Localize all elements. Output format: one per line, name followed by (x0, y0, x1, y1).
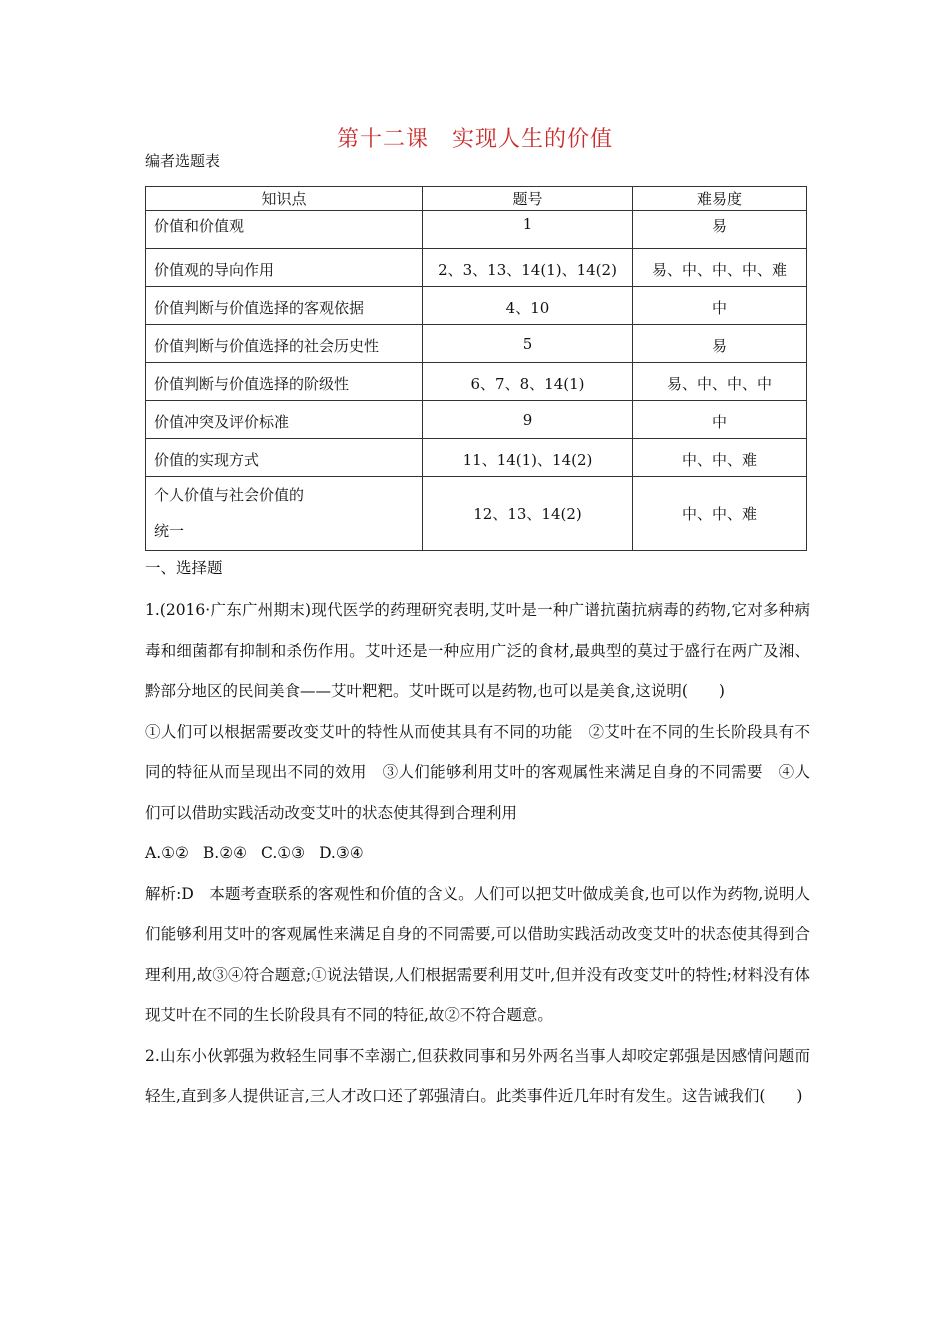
topic-cell: 价值冲突及评价标准 (146, 401, 423, 439)
difficulty-cell: 易、中、中、中、难 (633, 249, 807, 287)
questions-cell: 5 (423, 325, 633, 363)
questions-cell: 4、10 (423, 287, 633, 325)
difficulty-cell: 中、中、难 (633, 477, 807, 551)
difficulty-cell: 易 (633, 211, 807, 249)
topic-cell: 价值和价值观 (146, 211, 423, 249)
questions-section (145, 554, 810, 1117)
question-2-stem: 2.山东小伙郭强为救轻生同事不幸溺亡,但获救同事和另外两名当事人却咬定郭强是因感情问题而轻生,直到多人提供证言,三人才改口还了郭强清白。此类事件近几年时有发生。这告诫我们( ) (145, 1046, 810, 1105)
option-d: D.③④ (319, 844, 364, 862)
topic-cell: 价值判断与价值选择的客观依据 (146, 287, 423, 325)
topic-cell: 价值观的导向作用 (146, 249, 423, 287)
table-row (146, 325, 807, 363)
option-c: C.①③ (261, 844, 306, 862)
questions-cell: 1 (423, 211, 633, 249)
header-questions: 题号 (423, 187, 633, 211)
table-header-row (146, 187, 807, 211)
table-row (146, 477, 807, 551)
table-row (146, 401, 807, 439)
question-1-analysis: 解析:D 本题考查联系的客观性和价值的含义。人们可以把艾叶做成美食,也可以作为药物,说明人们能够利用艾叶的客观属性来满足自身的不同需要,可以借助实践活动改变艾叶的状态使其得到合理利用,故③④符合题意;①说法错误,人们根据需要利用艾叶,但并没有改变艾叶的特性;材料没有体现艾叶在不同的生长阶段具有不同的特征,故②不符合题意。 (145, 884, 810, 1024)
topic-table (145, 186, 807, 551)
section-title: 一、选择题 (145, 559, 223, 577)
topic-line-1: 个人价值与社会价值的 (154, 486, 305, 504)
topic-cell (146, 477, 423, 551)
option-b: B.②④ (202, 844, 248, 862)
table-row (146, 249, 807, 287)
difficulty-cell: 中、中、难 (633, 439, 807, 477)
table-row (146, 363, 807, 401)
questions-cell: 6、7、8、14(1) (423, 363, 633, 401)
topic-cell: 价值的实现方式 (146, 439, 423, 477)
table-row (146, 287, 807, 325)
subtitle: 编者选题表 (145, 152, 221, 170)
question-1-stem: 1.(2016·广东广州期末)现代医学的药理研究表明,艾叶是一种广谱抗菌抗病毒的药物,它对多种病毒和细菌都有抑制和杀伤作用。艾叶还是一种应用广泛的食材,最典型的莫过于盛行在两广及湘、黔部分地区的民间美食——艾叶粑粑。艾叶既可以是药物,也可以是美食,这说明( ) (145, 601, 810, 700)
difficulty-cell: 中 (633, 401, 807, 439)
difficulty-cell: 易、中、中、中 (633, 363, 807, 401)
topic-line-2: 统一 (154, 522, 185, 540)
header-topic: 知识点 (146, 187, 423, 211)
questions-cell: 2、3、13、14(1)、14(2) (423, 249, 633, 287)
questions-cell: 9 (423, 401, 633, 439)
topic-cell: 价值判断与价值选择的阶级性 (146, 363, 423, 401)
questions-cell: 12、13、14(2) (423, 477, 633, 551)
header-difficulty: 难易度 (633, 187, 807, 211)
page-title: 第十二课 实现人生的价值 (336, 127, 613, 152)
question-1-statements: ①人们可以根据需要改变艾叶的特性从而使其具有不同的功能 ②艾叶在不同的生长阶段具有不同的特征从而呈现出不同的效用 ③人们能够利用艾叶的客观属性来满足自身的不同需要 ④人们可以借助实践活动改变艾叶的状态使其得到合理利用 (145, 722, 810, 822)
difficulty-cell: 易 (633, 325, 807, 363)
table-row (146, 439, 807, 477)
questions-cell: 11、14(1)、14(2) (423, 439, 633, 477)
option-a: A.①② (145, 844, 189, 862)
topic-cell: 价值判断与价值选择的社会历史性 (146, 325, 423, 363)
table-row (146, 211, 807, 249)
difficulty-cell: 中 (633, 287, 807, 325)
question-1-options (145, 833, 810, 874)
